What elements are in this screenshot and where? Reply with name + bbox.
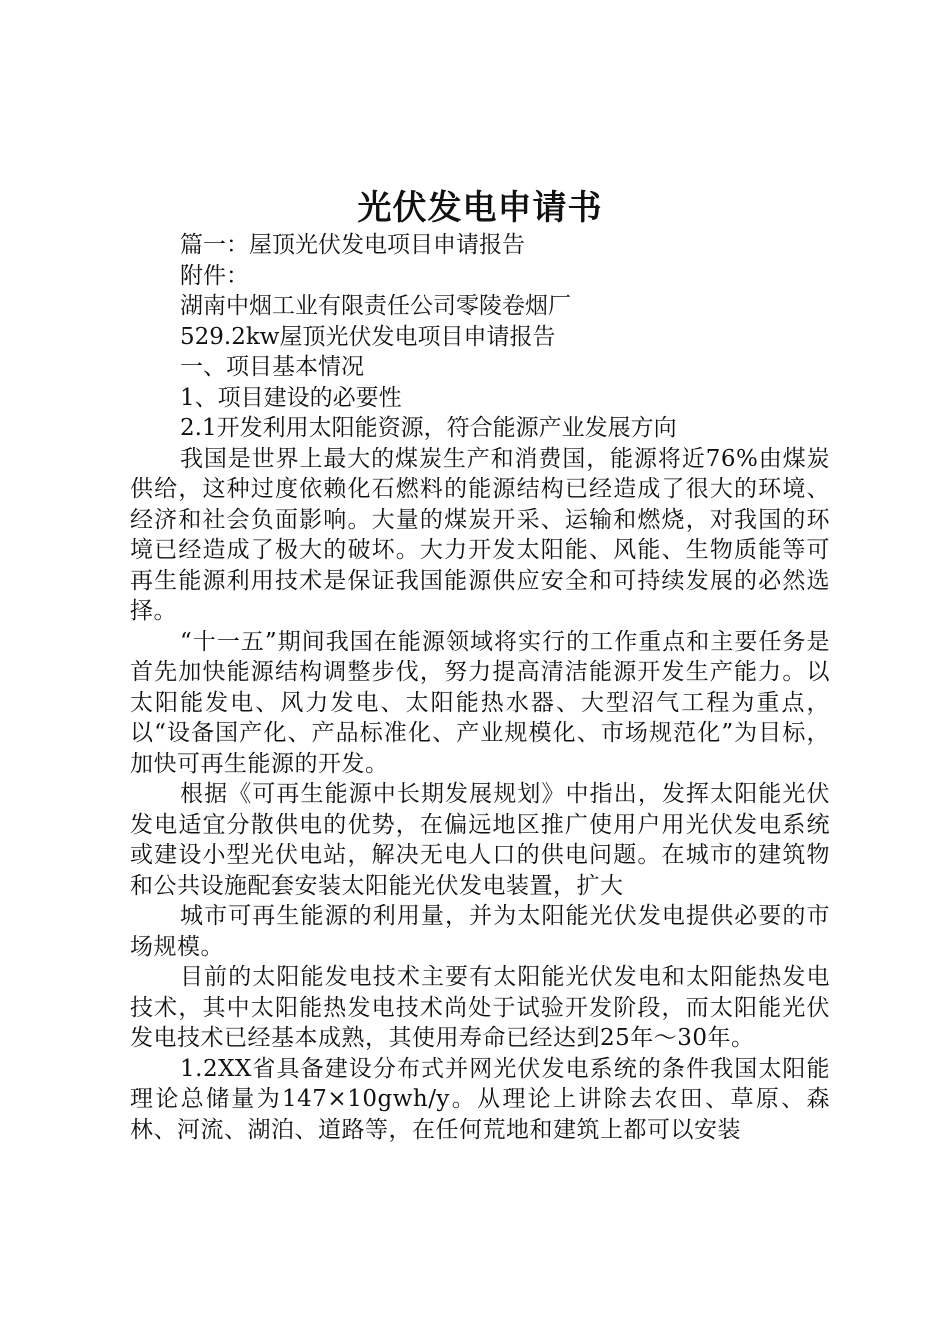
paragraph-eleventh-five-year: “十一五”期间我国在能源领域将实行的工作重点和主要任务是首先加快能源结构调整步伐，努力提高清洁能源开发生产能力。以太阳能发电、风力发电、太阳能热水器、大型沼气工程为重点，以“设备国产化、产品标准化、产业规模化、市场规范化”为目标，加快可再生能源的开发。 [130, 628, 830, 777]
paragraph-renewable-plan: 根据《可再生能源中长期发展规划》中指出，发挥太阳能光伏发电适宜分散供电的优势，在偏远地区推广使用户用光伏发电系统或建设小型光伏电站，解决无电人口的供电问题。在城市的建筑物和公共设施配套安装太阳能光伏发电装置，扩大 [130, 781, 830, 899]
paragraph-section-1-2: 1.2XX省具备建设分布式并网光伏发电系统的条件我国太阳能理论总储量为147×10gwh/y。从理论上讲除去农田、草原、森林、河流、湖泊、道路等，在任何荒地和建筑上都可以安装 [130, 1055, 830, 1143]
heading-company: 湖南中烟工业有限责任公司零陵卷烟厂 [180, 293, 571, 319]
paragraph-coal-dependence: 我国是世界上最大的煤炭生产和消费国，能源将近76%由煤炭供给，这种过度依赖化石燃料的能源结构已经造成了很大的环境、经济和社会负面影响。大量的煤炭开采、运输和燃烧，对我国的环境已经造成了极大的破坏。大力开发太阳能、风能、生物质能等可再生能源利用技术是保证我国能源供应安全和可持续发展的必然选择。 [130, 445, 830, 624]
heading-section-one: 一、项目基本情况 [180, 354, 364, 380]
heading-report-title: 529.2kw屋顶光伏发电项目申请报告 [180, 323, 556, 350]
heading-attachment: 附件： [180, 262, 249, 289]
document-title: 光伏发电申请书 [357, 188, 603, 228]
paragraph-solar-technology: 目前的太阳能发电技术主要有太阳能光伏发电和太阳能热发电技术，其中太阳能热发电技术尚处于试验开发阶段，而太阳能光伏发电技术已经基本成熟，其使用寿命已经达到25年～30年。 [130, 964, 830, 1051]
heading-subsection-necessity: 1、项目建设的必要性 [180, 384, 402, 411]
heading-subsection-2-1: 2.1开发利用太阳能资源，符合能源产业发展方向 [180, 415, 677, 441]
paragraph-market-scale: 城市可再生能源的利用量，并为太阳能光伏发电提供必要的市场规模。 [130, 903, 830, 960]
document-page [130, 188, 830, 1145]
heading-article-one: 篇一：屋顶光伏发电项目申请报告 [180, 232, 525, 258]
